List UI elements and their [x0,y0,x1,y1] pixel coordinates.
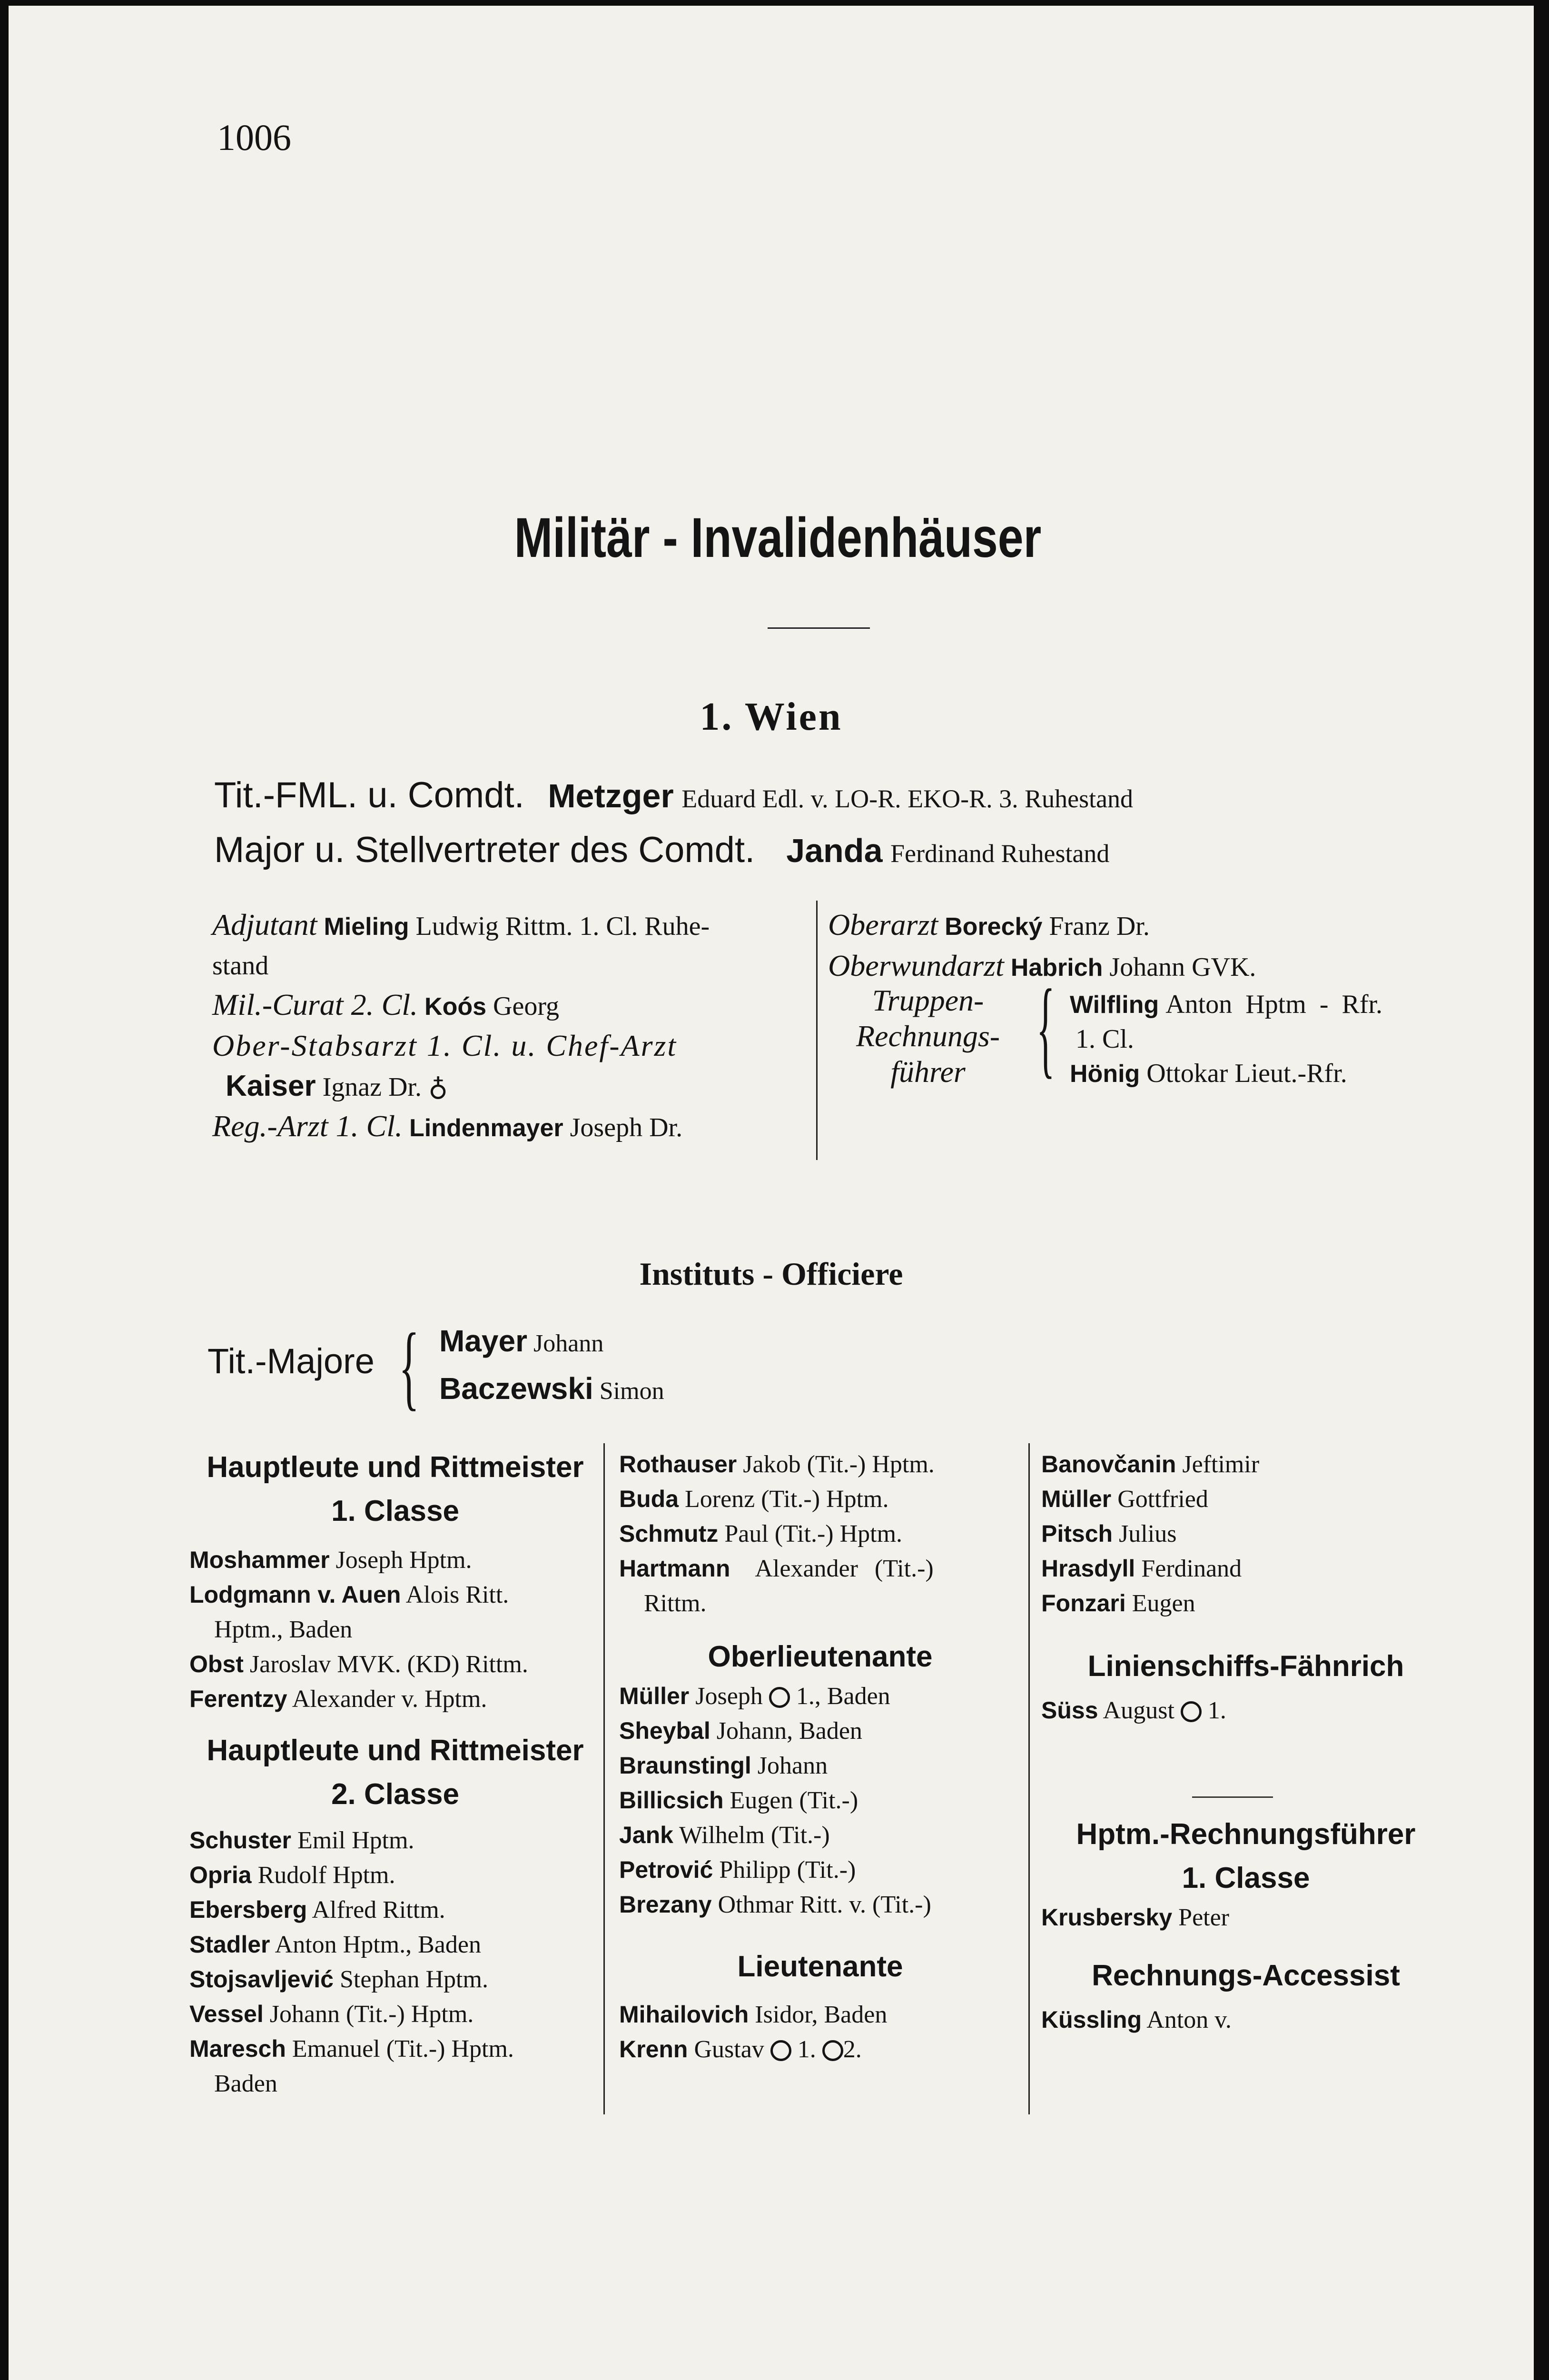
person-name: Wilfling [1070,991,1159,1019]
person-name: Petrović [619,1856,713,1883]
person-name: Moshammer [189,1547,330,1573]
decoration-mark: ♁ [428,1072,448,1102]
person-details: Ferdinand Ruhestand [890,839,1110,868]
role-title: Oberwundarzt [828,949,1004,982]
command-line-1 [214,774,1133,816]
person-details: Ludwig Rittm. 1. Cl. Ruhe- [415,912,710,941]
person-name: Süss [1041,1697,1098,1724]
rank: Tit.-FML. u. Comdt. [214,775,524,815]
person-name: Krusbersky [1041,1904,1173,1931]
list-item [189,1927,601,1962]
person-name: Rothauser [619,1451,737,1478]
list-item [619,1887,1021,1922]
person-details: Eduard Edl. v. LO-R. EKO-R. 3. Ruhestand [681,784,1134,813]
circle-decoration-icon [769,1687,790,1708]
role-title: Reg.-Arzt 1. Cl. [212,1109,403,1143]
page [9,6,1534,2380]
list-item [1041,1551,1450,1586]
list-item [1041,1586,1450,1621]
staff-left [212,905,710,1148]
person-details: Alfred Rittm. [312,1896,445,1924]
person-details: Jaroslav MVK. (KD) Rittm. [249,1651,528,1678]
person-details: Eugen [1132,1590,1195,1617]
truppen-names [1070,987,1382,1091]
list-item [189,1682,601,1716]
person-details: Johann (Tit.-) Hptm. [269,2001,474,2028]
group-heading: Hauptleute und Rittmeister [207,1451,584,1484]
decoration-class: 1. [1207,1697,1226,1724]
person-name: Opria [189,1862,252,1888]
person-name: Ferentzy [189,1686,287,1712]
group-heading: Hauptleute und Rittmeister [207,1734,584,1767]
group-heading: 1. Classe [331,1495,459,1527]
group-heading: Hptm.-Rechnungsführer [1076,1818,1416,1851]
title-divider [768,627,870,629]
person-name: Lindenmayer [409,1114,563,1142]
column-divider [816,901,818,1160]
list-item [619,1818,1021,1853]
list-item [619,1586,1021,1621]
person-name: Pitsch [1041,1520,1113,1547]
circle-decoration-icon [770,2040,791,2061]
person-details: Anton Hptm - Rfr. [1165,990,1383,1019]
person-details: Anton Hptm., Baden [275,1931,481,1958]
person-details: Johann [757,1752,828,1779]
person-details: Rittm. [644,1590,707,1617]
role-title-part: Rechnungs- [856,1019,1000,1053]
list-item [189,1647,601,1682]
page-title: Militär - Invalidenhäuser [514,506,1042,569]
list-item [189,1612,601,1647]
person-name: Baczewski [439,1371,593,1406]
person-name: Hrasdyll [1041,1555,1135,1582]
column-divider [1028,1443,1030,2114]
majors-list [439,1319,664,1414]
person-details: Stephan Hptm. [339,1966,488,1993]
person-details: Johann [533,1330,604,1357]
list-item [619,1482,1021,1517]
list-item [619,1447,1021,1482]
list-item [189,1858,601,1893]
person-details: Ottokar Lieut.-Rfr. [1146,1059,1347,1088]
person-name: Müller [1041,1486,1112,1512]
truppen-title [828,983,1028,1091]
person-name: Ebersberg [189,1896,307,1923]
person-name: Schuster [189,1827,291,1854]
person-details: Rudolf Hptm. [257,1862,395,1889]
person-details: Wilhelm (Tit.-) [679,1822,830,1849]
circle-decoration-icon [1181,1701,1202,1722]
person-details: Emil Hptm. [297,1827,414,1854]
section-heading: 1. Wien [700,694,843,739]
group-heading: 1. Classe [1182,1862,1310,1894]
person-name: Krenn [619,2036,688,2063]
list-item [439,1366,664,1414]
role-title: Adjutant [212,908,317,942]
person-details: Alexander v. Hptm. [292,1686,487,1713]
list-item [619,1679,1021,1714]
page-number: 1006 [217,117,291,158]
person-name: Braunstingl [619,1752,751,1779]
person-name: Sheybal [619,1717,710,1744]
list-item [1041,1900,1450,1935]
person-details: Eugen (Tit.-) [730,1787,858,1814]
person-details: Joseph Hptm. [335,1547,472,1574]
person-details: Jeftimir [1182,1451,1260,1478]
column-2 [619,1447,1021,2067]
person-name: Jank [619,1822,673,1848]
person-name: Mayer [439,1324,527,1358]
person-name: Brezany [619,1891,712,1918]
person-details: Ignaz Dr. [322,1072,422,1102]
list-item [619,1997,1021,2032]
list-item [189,1962,601,1997]
list-item [619,1517,1021,1551]
person-details: August [1103,1697,1174,1724]
person-details: Gustav [694,2036,764,2063]
brace-icon: { [399,1314,420,1419]
role-title-part: führer [890,1055,966,1089]
list-item [1041,1693,1450,1728]
person-details: Franz Dr. [1049,912,1150,941]
person-name: Janda [786,832,883,869]
list-item [619,1714,1021,1748]
institute-heading: Instituts - Officiere [639,1256,903,1292]
person-details: Emanuel (Tit.-) Hptm. [292,2035,514,2063]
person-name: Hartmann [619,1555,730,1582]
person-details: Simon [599,1378,664,1405]
person-details: Baden [214,2070,277,2097]
list-item [619,1783,1021,1818]
majors-label: Tit.-Majore [207,1341,375,1381]
list-item [619,1853,1021,1887]
list-item [189,2032,601,2066]
role-title: Oberarzt [828,908,938,942]
list-item [1041,1447,1450,1482]
person-details: Johann GVK. [1109,952,1256,982]
list-item [619,1551,1021,1586]
person-name: Billicsich [619,1787,724,1814]
person-name: Buda [619,1486,679,1512]
column-1 [189,1446,601,2101]
person-details: Alexander (Tit.-) [755,1555,934,1582]
list-item [189,1893,601,1927]
group-heading: Lieutenante [737,1950,903,1983]
continuation: 1. Cl. [1075,1024,1134,1054]
list-item [619,1748,1021,1783]
person-name: Metzger [548,777,674,814]
group-heading: 2. Classe [331,1778,459,1811]
list-item [189,1577,601,1612]
list-item [439,1319,664,1366]
list-item [1041,1517,1450,1551]
person-name: Stadler [189,1931,270,1958]
person-name: Stojsavljević [189,1966,334,1993]
person-name: Küssling [1041,2006,1142,2033]
column-divider [603,1443,605,2114]
person-name: Obst [189,1651,244,1677]
decoration-class: 2. [843,2036,862,2063]
role-title: Ober-Stabsarzt 1. Cl. u. Chef-Arzt [212,1029,678,1062]
list-item [189,1543,601,1577]
group-heading: Rechnungs-Accessist [1092,1959,1400,1992]
list-item [189,1823,601,1858]
circle-decoration-icon [822,2040,843,2061]
brace-icon: { [1036,967,1055,1088]
person-details: Ferdinand [1141,1555,1242,1582]
person-details: Joseph Dr. [570,1113,683,1142]
person-name: Hönig [1070,1060,1140,1088]
person-details: Lorenz (Tit.-) Hptm. [685,1486,889,1513]
list-item [1041,2003,1450,2037]
person-details: Isidor, Baden [755,2001,888,2028]
decoration-class: 1., Baden [796,1683,890,1710]
person-name: Vessel [189,2001,264,2027]
person-name: Banovčanin [1041,1451,1176,1478]
person-name: Mieling [324,913,409,941]
person-details: Peter [1178,1904,1229,1931]
person-name: Maresch [189,2035,286,2062]
person-details: Paul (Tit.-) Hptm. [724,1520,903,1547]
command-line-2 [214,829,1109,871]
continuation: stand [212,951,269,981]
person-name: Mihailovich [619,2001,749,2028]
role-title: Mil.-Curat 2. Cl. [212,988,418,1021]
divider [1192,1796,1273,1798]
person-name: Schmutz [619,1520,719,1547]
person-name: Kaiser [226,1070,316,1102]
person-name: Lodgmann v. Auen [189,1581,401,1608]
list-item [189,1997,601,2032]
person-name: Müller [619,1683,690,1709]
role-title-part: Truppen- [872,983,984,1017]
person-details: Philipp (Tit.-) [719,1856,856,1884]
person-details: Johann, Baden [716,1717,862,1745]
person-details: Alois Ritt. [405,1581,509,1608]
column-3 [1041,1447,1450,2037]
person-details: Hptm., Baden [214,1616,353,1643]
decoration-class: 1. [797,2036,816,2063]
person-name: Koós [424,993,487,1021]
list-item [619,2032,1021,2067]
list-item [189,2066,601,2101]
person-details: Othmar Ritt. v. (Tit.-) [718,1891,931,1918]
person-details: Jakob (Tit.-) Hptm. [743,1451,935,1478]
person-details: Georg [493,992,559,1021]
group-heading: Linienschiffs-Fähnrich [1087,1650,1404,1683]
person-details: Gottfried [1117,1486,1208,1513]
rank: Major u. Stellvertreter des Comdt. [214,830,755,870]
person-details: Joseph [695,1683,763,1710]
person-details: Anton v. [1146,2006,1232,2033]
person-name: Borecký [945,913,1043,941]
person-details: Julius [1119,1520,1177,1547]
group-heading: Oberlieutenante [708,1640,933,1673]
person-name: Fonzari [1041,1590,1126,1616]
person-name: Habrich [1010,954,1103,982]
list-item [1041,1482,1450,1517]
